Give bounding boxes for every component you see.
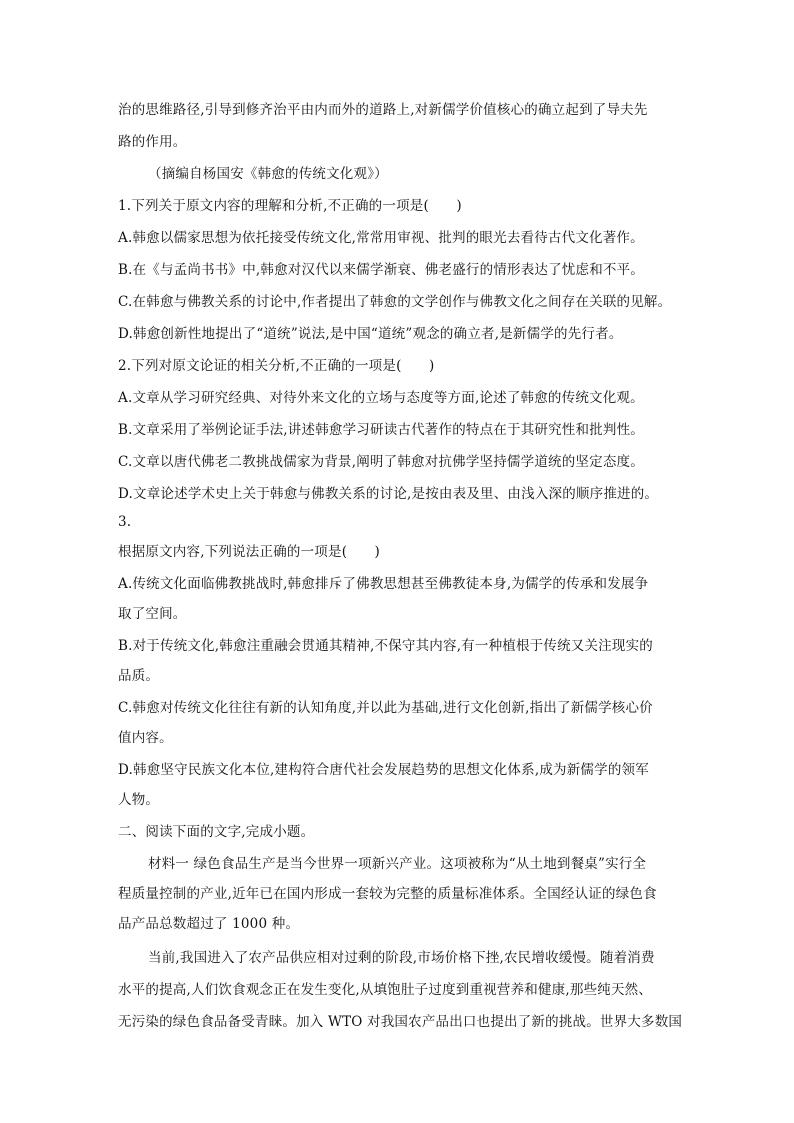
question-3-stem: 根据原文内容,下列说法正确的一项是( ): [118, 544, 381, 560]
option-a: A.文章从学习研究经典、对待外来文化的立场与态度等方面,论述了韩愈的传统文化观。: [118, 390, 644, 406]
section-heading: 二、阅读下面的文字,完成小题。: [118, 824, 315, 840]
option-d: D.韩愈创新性地提出了“道统”说法,是中国“道统”观念的确立者,是新儒学的先行者。: [118, 326, 623, 342]
paragraph-line: 当前,我国进入了农产品供应相对过剩的阶段,市场价格下挫,农民增收缓慢。随着消费: [148, 950, 655, 966]
question-2-stem: 2.下列对原文论证的相关分析,不正确的一项是( ): [118, 358, 435, 374]
option-b: B.对于传统文化,韩愈注重融会贯通其精神,不保守其内容,有一种植根于传统又关注现实的: [118, 638, 653, 654]
text-line: 治的思维路径,引导到修齐治平由内而外的道路上,对新儒学价值核心的确立起到了导夫先: [118, 102, 648, 118]
paragraph-line: 材料一 绿色食品生产是当今世界一项新兴产业。这项被称为“从土地到餐桌”实行全: [148, 856, 647, 872]
option-b-cont: 品质。: [118, 668, 160, 684]
paragraph-line: 程质量控制的产业,近年已在国内形成一套较为完整的质量标准体系。全国经认证的绿色食: [118, 886, 657, 902]
question-1-stem: 1.下列关于原文内容的理解和分析,不正确的一项是( ): [118, 198, 462, 214]
paragraph-line: 水平的提高,人们饮食观念正在发生变化,从填饱肚子过度到重视营养和健康,那些纯天然、: [118, 982, 653, 998]
paragraph-line: 无污染的绿色食品备受青睐。加入 WTO 对我国农产品出口也提出了新的挑战。世界大多数国: [118, 1014, 683, 1030]
option-c: C.在韩愈与佛教关系的讨论中,作者提出了韩愈的文学创作与佛教文化之间存在关联的见解。: [118, 294, 672, 310]
text-line: 路的作用。: [118, 134, 187, 150]
option-c: C.文章以唐代佛老二教挑战儒家为背景,阐明了韩愈对抗佛学坚持儒学道统的坚定态度。: [118, 454, 644, 470]
option-d-cont: 人物。: [118, 792, 160, 808]
option-b: B.在《与孟尚书书》中,韩愈对汉代以来儒学渐衰、佛老盛行的情形表达了忧虑和不平。: [118, 262, 645, 278]
option-c-cont: 值内容。: [118, 730, 173, 746]
option-a: A.传统文化面临佛教挑战时,韩愈排斥了佛教思想甚至佛教徒本身,为儒学的传承和发展争: [118, 576, 649, 592]
source-citation: （摘编自杨国安《韩愈的传统文化观》）: [148, 166, 388, 182]
option-d: D.文章论述学术史上关于韩愈与佛教关系的讨论,是按由表及里、由浅入深的顺序推进的。: [118, 486, 659, 502]
option-a: A.韩愈以儒家思想为依托接受传统文化,常常用审视、批判的眼光去看待古代文化著作。: [118, 230, 644, 246]
option-d: D.韩愈坚守民族文化本位,建构符合唐代社会发展趋势的思想文化体系,成为新儒学的领军: [118, 762, 649, 778]
paragraph-line: 品产品总数超过了 1000 种。: [118, 916, 300, 932]
option-a-cont: 取了空间。: [118, 606, 187, 622]
option-b: B.文章采用了举例论证手法,讲述韩愈学习研读古代著作的特点在于其研究性和批判性。: [118, 422, 645, 438]
option-c: C.韩愈对传统文化往往有新的认知角度,并以此为基础,进行文化创新,指出了新儒学核心价: [118, 700, 653, 716]
question-3-number: 3.: [118, 514, 132, 530]
